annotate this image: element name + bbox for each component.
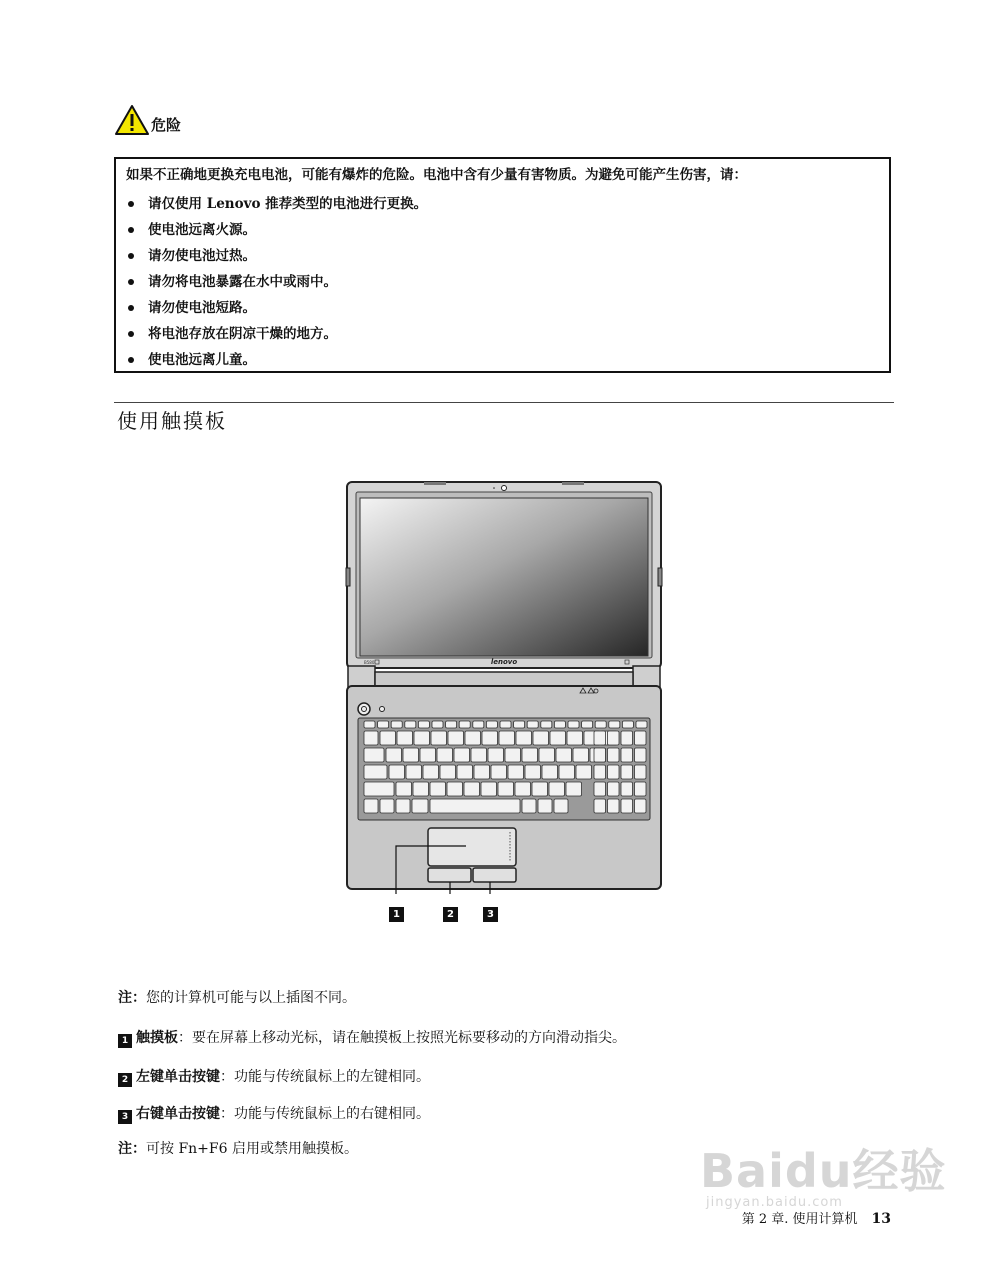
- keyboard-key: [635, 765, 647, 779]
- keyboard-key: [364, 731, 378, 745]
- keyboard-key: [432, 721, 443, 728]
- keyboard-key: [378, 721, 389, 728]
- callout-badge: 3: [118, 1110, 132, 1124]
- keyboard-key: [609, 721, 620, 728]
- bullet-icon: [128, 357, 134, 363]
- keyboard-key: [464, 782, 480, 796]
- keyboard-key: [437, 748, 453, 762]
- keyboard-key: [595, 721, 606, 728]
- bullet-icon: [128, 253, 134, 259]
- keyboard-key: [482, 731, 498, 745]
- right-click-button: [473, 868, 516, 882]
- note-label: 注：: [118, 1141, 146, 1157]
- bullet-icon: [128, 227, 134, 233]
- keyboard-key: [364, 782, 394, 796]
- section-divider: [114, 402, 894, 403]
- callout-1: 1: [389, 907, 404, 922]
- keyboard-key: [430, 782, 446, 796]
- keyboard-key: [522, 799, 536, 813]
- keyboard-key: [539, 748, 555, 762]
- keyboard-key: [499, 731, 515, 745]
- keyboard-key: [622, 721, 633, 728]
- keyboard-key: [474, 765, 490, 779]
- list-item: 请勿将电池暴露在水中或雨中。: [126, 269, 879, 295]
- right-click-description: [118, 1104, 430, 1124]
- item-label: 触摸板: [136, 1030, 178, 1046]
- keyboard-key: [635, 748, 647, 762]
- keyboard-key: [514, 721, 525, 728]
- keyboard-key: [405, 721, 416, 728]
- keyboard-key: [446, 721, 457, 728]
- keyboard-key: [471, 748, 487, 762]
- keyboard-key: [550, 731, 566, 745]
- keyboard-key: [364, 799, 378, 813]
- keyboard-key: [608, 799, 620, 813]
- note-text: 您的计算机可能与以上插图不同。: [146, 990, 356, 1006]
- item-text: ：要在屏幕上移动光标，请在触摸板上按照光标要移动的方向滑动指尖。: [178, 1030, 626, 1046]
- keyboard-key: [594, 782, 606, 796]
- keyboard-key: [447, 782, 463, 796]
- touchpad-description: [118, 1028, 626, 1048]
- keyboard-key: [594, 748, 606, 762]
- keyboard-key: [364, 765, 387, 779]
- keyboard-key: [459, 721, 470, 728]
- bullet-icon: [128, 201, 134, 207]
- touchpad: [428, 828, 516, 866]
- keyboard-key: [380, 799, 394, 813]
- keyboard-key: [532, 782, 548, 796]
- keyboard-key: [567, 731, 583, 745]
- bullet-icon: [128, 305, 134, 311]
- keyboard-key: [465, 731, 481, 745]
- keyboard-key: [396, 782, 412, 796]
- keyboard-key: [582, 721, 593, 728]
- item-text: ：功能与传统鼠标上的左键相同。: [220, 1069, 430, 1085]
- keyboard-key: [522, 748, 538, 762]
- keyboard-key: [473, 721, 484, 728]
- left-click-button: [428, 868, 471, 882]
- keyboard-key: [527, 721, 538, 728]
- keyboard-key: [500, 721, 511, 728]
- keyboard-key: [566, 782, 582, 796]
- keyboard-keys: [364, 721, 647, 813]
- keyboard-key: [636, 721, 647, 728]
- keyboard-key: [525, 765, 541, 779]
- keyboard-key: [413, 782, 429, 796]
- keyboard-key: [403, 748, 419, 762]
- keyboard-key: [608, 731, 620, 745]
- keyboard-key: [549, 782, 565, 796]
- section-title: 使用触摸板: [117, 409, 227, 433]
- keyboard-key: [486, 721, 497, 728]
- watermark-url: jingyan.baidu.com: [706, 1195, 843, 1210]
- danger-title: 危险: [151, 116, 182, 134]
- keyboard-key: [608, 765, 620, 779]
- danger-notice-box: [114, 157, 891, 373]
- danger-header: [114, 104, 181, 136]
- keyboard-key: [380, 731, 396, 745]
- keyboard-key: [491, 765, 507, 779]
- svg-text:B580: B580: [364, 660, 375, 665]
- keyboard-key: [481, 782, 497, 796]
- item-text: ：功能与传统鼠标上的右键相同。: [220, 1106, 430, 1122]
- keyboard-key: [412, 799, 428, 813]
- keyboard-key: [508, 765, 524, 779]
- keyboard-key: [573, 748, 589, 762]
- list-item: 请勿使电池短路。: [126, 295, 879, 321]
- keyboard-key: [420, 748, 436, 762]
- keyboard-key: [635, 731, 647, 745]
- bullet-icon: [128, 279, 134, 285]
- note-2: [118, 1139, 358, 1159]
- keyboard-key: [556, 748, 572, 762]
- keyboard-key: [635, 799, 647, 813]
- page-footer: [742, 1208, 891, 1227]
- keyboard-key: [406, 765, 422, 779]
- power-button-icon: [358, 703, 370, 715]
- keyboard-key: [397, 731, 413, 745]
- laptop-screen: [360, 498, 648, 656]
- callout-badge: 1: [118, 1034, 132, 1048]
- callout-2: 2: [443, 907, 458, 922]
- watermark-logo: Baidu经验: [700, 1144, 947, 1198]
- webcam-icon: [502, 486, 507, 491]
- keyboard-key: [621, 731, 633, 745]
- keyboard-key: [440, 765, 456, 779]
- keyboard-key: [594, 765, 606, 779]
- keyboard-key: [505, 748, 521, 762]
- keyboard-key: [568, 721, 579, 728]
- item-label: 右键单击按键: [136, 1106, 220, 1122]
- laptop-illustration: [344, 478, 664, 894]
- callout-badge: 2: [118, 1073, 132, 1087]
- keyboard-key: [608, 748, 620, 762]
- keyboard-key: [516, 731, 532, 745]
- left-click-description: [118, 1067, 430, 1087]
- keyboard-key: [608, 782, 620, 796]
- note-label: 注：: [118, 990, 146, 1006]
- keyboard-key: [423, 765, 439, 779]
- keyboard-key: [621, 765, 633, 779]
- list-item: 将电池存放在阴凉干燥的地方。: [126, 321, 879, 347]
- keyboard-key: [430, 799, 520, 813]
- keyboard-key: [364, 748, 384, 762]
- list-item: 使电池远离火源。: [126, 217, 879, 243]
- list-item: 请仅使用 Lenovo 推荐类型的电池进行更换。: [126, 191, 879, 217]
- page-number: 13: [871, 1211, 891, 1227]
- keyboard-key: [594, 731, 606, 745]
- keyboard-key: [635, 782, 647, 796]
- keyboard-key: [621, 748, 633, 762]
- keyboard-key: [515, 782, 531, 796]
- danger-list: [126, 191, 879, 373]
- keyboard-key: [431, 731, 447, 745]
- keyboard-key: [448, 731, 464, 745]
- keyboard-key: [541, 721, 552, 728]
- keyboard-key: [386, 748, 402, 762]
- screen-logo: lenovo: [490, 658, 518, 666]
- list-item: 使电池远离儿童。: [126, 347, 879, 373]
- keyboard-key: [414, 731, 430, 745]
- keyboard-key: [498, 782, 514, 796]
- keyboard-key: [559, 765, 575, 779]
- keyboard-key: [391, 721, 402, 728]
- bullet-icon: [128, 331, 134, 337]
- callout-3: 3: [483, 907, 498, 922]
- keyboard-key: [554, 799, 568, 813]
- keyboard-key: [418, 721, 429, 728]
- keyboard-key: [538, 799, 552, 813]
- keyboard-key: [542, 765, 558, 779]
- keyboard-key: [396, 799, 410, 813]
- note-1: [118, 988, 356, 1008]
- list-item: 请勿使电池过热。: [126, 243, 879, 269]
- watermark: [700, 1135, 947, 1210]
- keyboard-key: [594, 799, 606, 813]
- keyboard-key: [533, 731, 549, 745]
- item-label: 左键单击按键: [136, 1069, 220, 1085]
- danger-intro: 如果不正确地更换充电电池，可能有爆炸的危险。电池中含有少量有害物质。为避免可能产生伤害，请：: [126, 167, 747, 183]
- keyboard-key: [364, 721, 375, 728]
- chapter-label: 第 2 章. 使用计算机: [741, 1212, 858, 1227]
- note-text: 可按 Fn+F6 启用或禁用触摸板。: [146, 1141, 358, 1157]
- keyboard-key: [554, 721, 565, 728]
- keyboard-key: [457, 765, 473, 779]
- keyboard-key: [621, 782, 633, 796]
- keyboard-key: [389, 765, 405, 779]
- keyboard-key: [576, 765, 592, 779]
- keyboard-key: [488, 748, 504, 762]
- warning-triangle-icon: [114, 104, 150, 136]
- keyboard-key: [621, 799, 633, 813]
- keyboard-key: [454, 748, 470, 762]
